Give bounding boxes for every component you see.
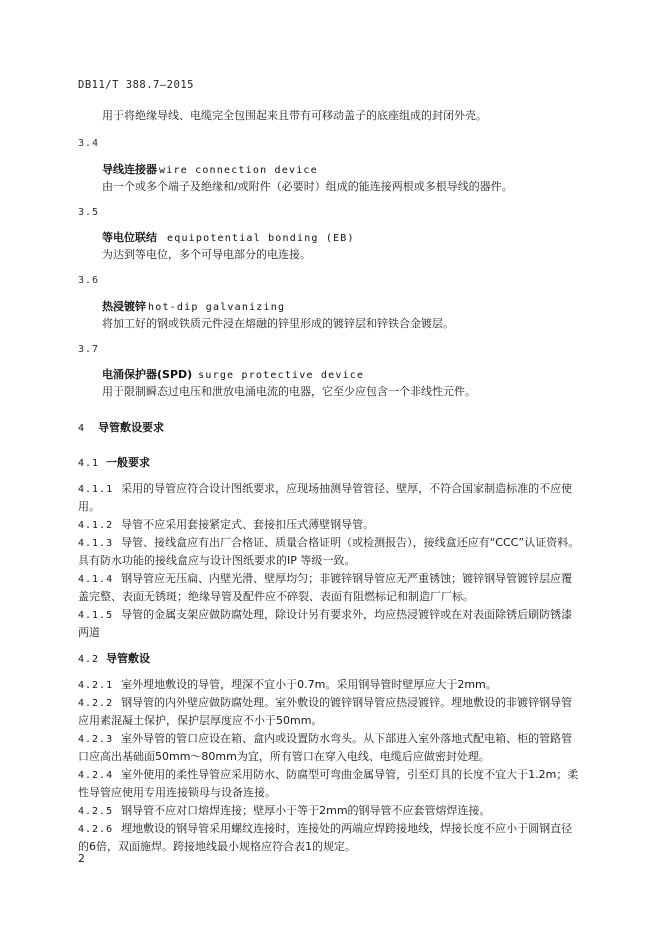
clause	[78, 730, 572, 746]
clause-continuation: 用。	[78, 500, 100, 513]
clause-continuation: 具有防水功能的接线盒应与设计图纸要求的IP 等级一致。	[78, 554, 356, 567]
term-title-zh: 导线连接器	[102, 163, 157, 176]
clause-number: 4.1.1	[78, 484, 114, 495]
clause-continuation: 性导管应使用专用连接锁母与设备连接。	[78, 786, 276, 799]
clause-text: 室外埋地敷设的导管，埋深不宜小于0.7m。采用钢导管时壁厚应大于2mm。	[121, 678, 497, 691]
term-title	[102, 161, 318, 177]
term-title-en: equipotential bonding (EB)	[167, 233, 355, 244]
clause-continuation: 应用素混凝土保护，保护层厚度应不小于50mm。	[78, 714, 323, 727]
clause-text: 室外使用的柔性导管应采用防水、防腐型可弯曲金属导管，引至灯具的长度不宜大于1.2m；柔	[121, 768, 579, 781]
clause-continuation: 口应高出基础面50mm～80mm为宜，所有管口在穿入电线、电缆后应做密封处理。	[78, 750, 490, 763]
clause	[78, 694, 572, 710]
term-title	[102, 229, 355, 245]
section-title: 导管敷设要求	[98, 421, 164, 434]
clause-text: 采用的导管应符合设计图纸要求，应现场抽测导管管径、壁厚，不符合国家制造标准的不应使	[121, 482, 573, 495]
term-title-zh: 电涌保护器(SPD)	[102, 368, 193, 381]
term-title-en: surge protective device	[198, 370, 365, 381]
document-header-id: DB11/T 388.7—2015	[78, 79, 194, 91]
clause-text: 导管、接线盒应有出厂合格证、质量合格证明（或检测报告），接线盒还应有“CCC”认证资料。	[121, 536, 580, 549]
term-definition: 由一个或多个端子及绝缘和/或附件（必要时）组成的能连接两根或多根导线的器件。	[102, 180, 513, 193]
term-title-en: wire connection device	[159, 165, 318, 176]
subsection-number: 4.1	[78, 458, 100, 469]
term-number: 3.4	[78, 138, 100, 149]
clause	[78, 606, 572, 622]
clause-continuation: 盖完整、表面无锈斑；绝缘导管及配件应不碎裂、表面有阻燃标记和制造厂厂标。	[78, 590, 474, 603]
term-number: 3.6	[78, 275, 100, 286]
clause-number: 4.2.6	[78, 824, 114, 835]
term-title	[102, 298, 285, 314]
clause-continuation: 两道	[78, 626, 100, 639]
clause	[78, 570, 572, 586]
clause-number: 4.1.4	[78, 574, 114, 585]
clause-number: 4.1.5	[78, 610, 114, 621]
clause-text: 室外导管的管口应设在箱、盒内或设置防水弯头。从下部进入室外落地式配电箱、柜的管路管	[121, 732, 573, 745]
clause	[78, 480, 572, 496]
clause-text: 钢导管不应对口熔焊连接；壁厚小于等于2mm的钢导管不应套管熔焊连接。	[121, 804, 491, 817]
subsection-heading	[78, 650, 150, 666]
subsection-title: 导管敷设	[106, 652, 150, 665]
clause-text: 导管不应采用套接紧定式、套接扣压式薄壁钢导管。	[121, 518, 375, 531]
clause-number: 4.1.2	[78, 520, 114, 531]
clause	[78, 766, 578, 782]
term-definition: 将加工好的钢或铁质元件浸在熔融的锌里形成的镀锌层和锌铁合金镀层。	[102, 317, 454, 330]
section-heading	[78, 419, 164, 435]
clause-number: 4.2.2	[78, 698, 114, 709]
section-number: 4	[78, 423, 86, 434]
term-number: 3.5	[78, 207, 100, 218]
clause-text: 导管的金属支架应做防腐处理，除设计另有要求外，均应热浸镀锌或在对表面除锈后刷防锈漆	[121, 608, 573, 621]
clause-number: 4.2.3	[78, 734, 114, 745]
clause	[78, 516, 374, 532]
subsection-number: 4.2	[78, 654, 100, 665]
clause	[78, 820, 572, 836]
subsection-heading	[78, 454, 150, 470]
page-number: 2	[78, 852, 85, 865]
clause-text: 钢导管的内外壁应做防腐处理。室外敷设的镀锌钢导管应热浸镀锌。埋地敷设的非镀锌钢导管	[121, 696, 573, 709]
term-definition: 为达到等电位，多个可导电部分的电连接。	[102, 248, 311, 261]
term-definition: 用于限制瞬态过电压和泄放电涌电流的电器，它至少应包含一个非线性元件。	[102, 385, 476, 398]
subsection-title: 一般要求	[106, 456, 150, 469]
clause	[78, 802, 491, 818]
clause-number: 4.2.4	[78, 770, 114, 781]
clause	[78, 676, 497, 692]
clause	[78, 534, 579, 550]
term-title	[102, 366, 364, 382]
term-title-zh: 热浸镀锌	[102, 300, 146, 313]
clause-number: 4.2.5	[78, 806, 114, 817]
term-definition: 用于将绝缘导线、电缆完全包围起来且带有可移动盖子的底座组成的封闭外壳。	[102, 109, 487, 122]
clause-number: 4.2.1	[78, 680, 114, 691]
clause-text: 埋地敷设的钢导管采用螺纹连接时，连接处的两端应焊跨接地线，焊接长度不应小于圆钢直径	[121, 822, 573, 835]
clause-continuation: 的6倍，双面施焊。跨接地线最小规格应符合表1的规定。	[78, 840, 356, 853]
clause-number: 4.1.3	[78, 538, 114, 549]
term-title-en: hot-dip galvanizing	[148, 302, 286, 313]
term-number: 3.7	[78, 344, 100, 355]
term-title-zh: 等电位联结	[102, 231, 157, 244]
clause-text: 钢导管应无压扁、内壁光滑、壁厚均匀；非镀锌钢导管应无严重锈蚀；镀锌钢导管镀锌层应覆	[121, 572, 573, 585]
